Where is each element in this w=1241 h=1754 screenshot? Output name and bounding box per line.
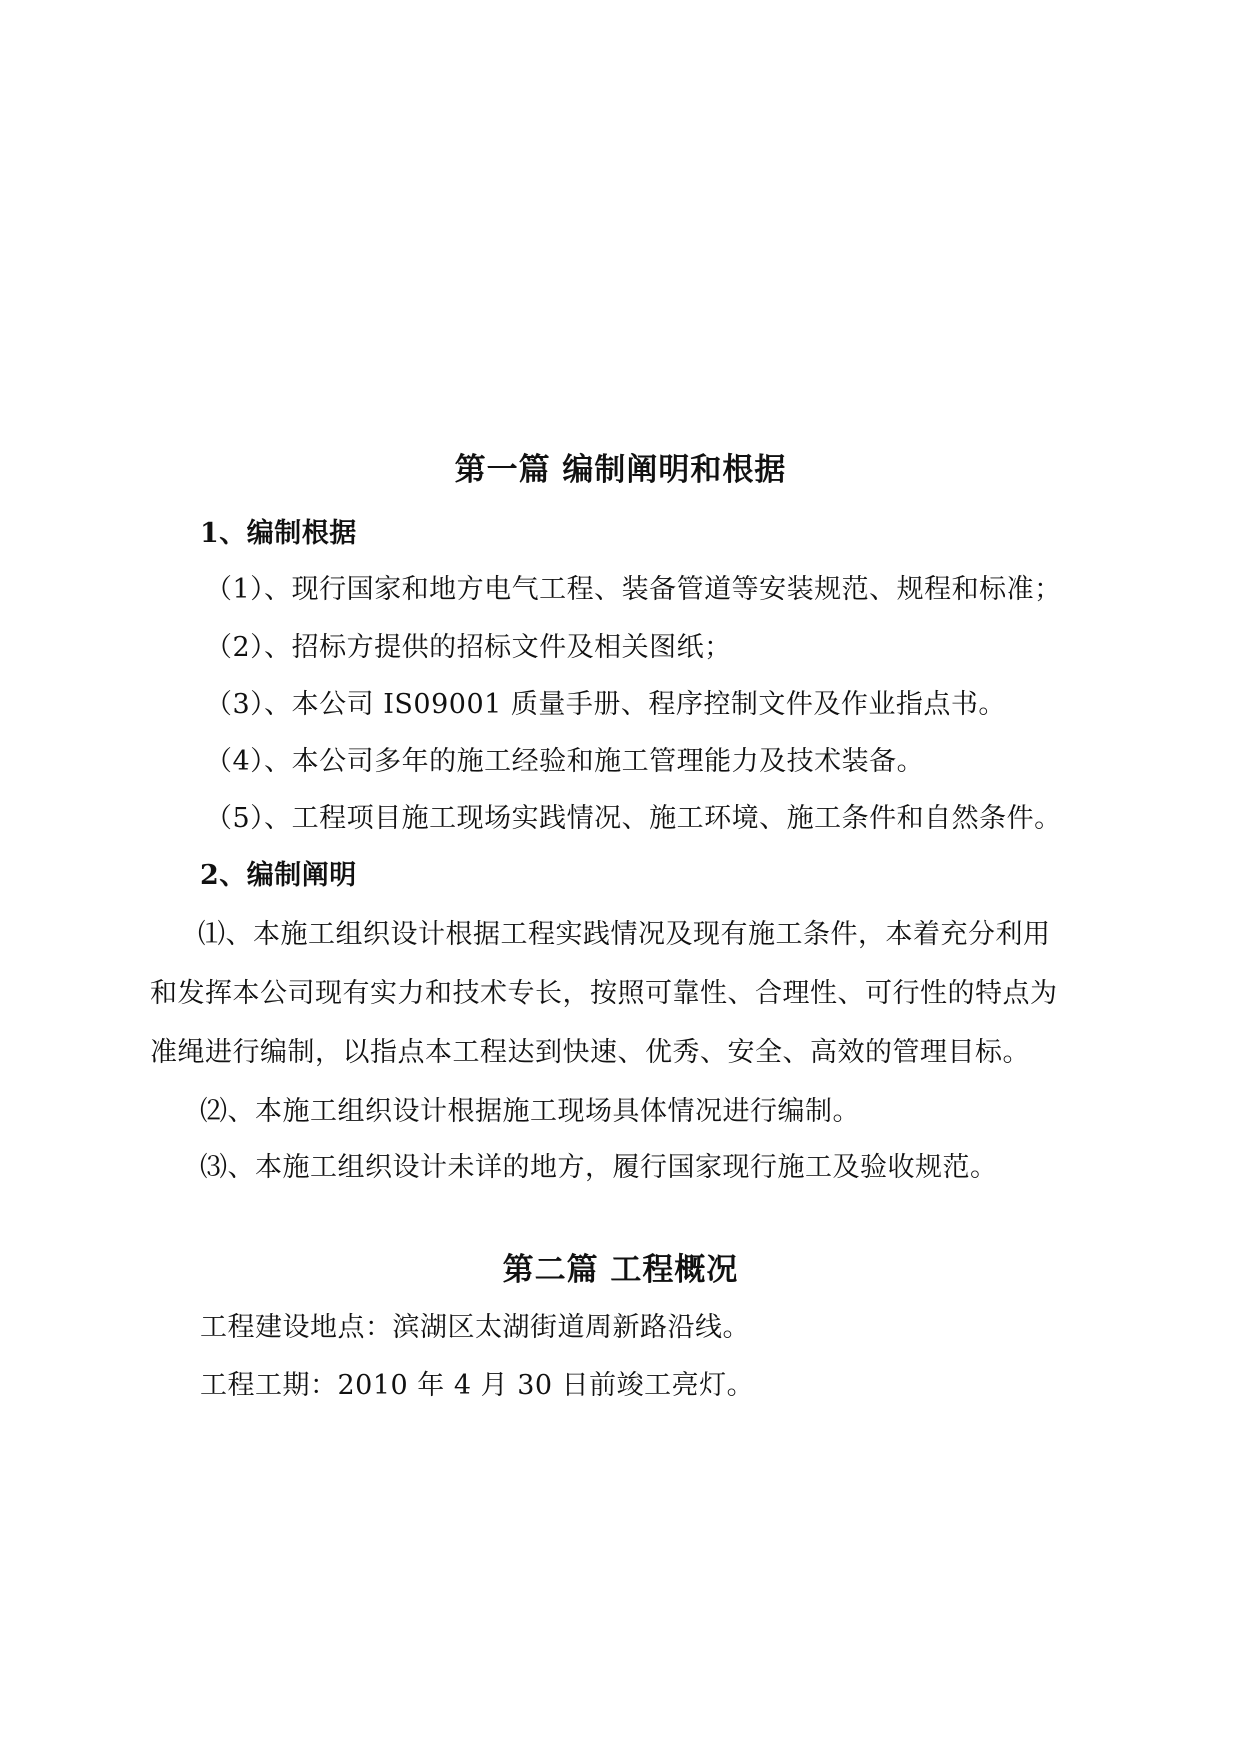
- basis-item-4: （4）、本公司多年的施工经验和施工管理能力及技术装备。: [205, 746, 925, 777]
- part2-title: 第二篇 工程概况: [502, 1252, 739, 1288]
- part1-title: 第一篇 编制阐明和根据: [454, 452, 787, 488]
- basis-item-5: （5）、工程项目施工现场实践情况、施工环境、施工条件和自然条件。: [205, 803, 1062, 834]
- project-schedule: 工程工期：2010 年 4 月 30 日前竣工亮灯。: [200, 1370, 755, 1401]
- explanation-para2: ⑵、本施工组织设计根据施工现场具体情况进行编制。: [200, 1096, 860, 1127]
- explanation-para1-line1: ⑴、本施工组织设计根据工程实践情况及现有施工条件，本着充分利用: [198, 919, 1051, 950]
- basis-item-2: （2）、招标方提供的招标文件及相关图纸；: [205, 632, 732, 663]
- project-location: 工程建设地点：滨湖区太湖街道周新路沿线。: [200, 1312, 750, 1343]
- section2-heading: 2、编制阐明: [200, 860, 357, 891]
- explanation-para3: ⑶、本施工组织设计未详的地方，履行国家现行施工及验收规范。: [200, 1152, 998, 1183]
- explanation-para1-line2: 和发挥本公司现有实力和技术专长，按照可靠性、合理性、可行性的特点为: [150, 978, 1058, 1009]
- section1-heading: 1、编制根据: [200, 518, 357, 549]
- basis-item-1: （1）、现行国家和地方电气工程、装备管道等安装规范、规程和标准；: [205, 574, 1062, 605]
- explanation-para1-line3: 准绳进行编制，以指点本工程达到快速、优秀、安全、高效的管理目标。: [150, 1037, 1030, 1068]
- basis-item-3: （3）、本公司 IS09001 质量手册、程序控制文件及作业指点书。: [205, 689, 1006, 720]
